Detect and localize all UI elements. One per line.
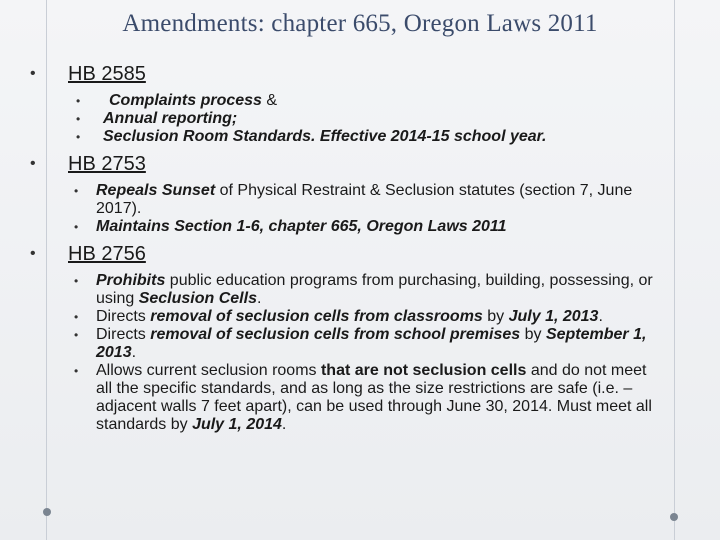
bullet: • <box>74 310 79 324</box>
bullet: • <box>76 94 81 108</box>
bullet: • <box>74 328 79 342</box>
text-run: of Physical Restraint & Seclusion statutes (section 7, June 2017). <box>96 182 633 217</box>
text-run: Complaints process <box>109 92 267 109</box>
text-run: September 1, 2013 <box>96 326 647 361</box>
sub-item <box>30 362 660 434</box>
bill-sub-items <box>30 272 660 434</box>
text-run: Prohibits <box>96 272 166 289</box>
bullet: • <box>30 245 36 262</box>
left-dot-ornament <box>43 508 51 516</box>
text-run: public education programs from purchasing, building, possessing, or using <box>96 272 653 307</box>
sub-item <box>30 128 660 146</box>
bullet: • <box>76 112 81 126</box>
text-run: Directs <box>96 308 151 325</box>
text-run: Seclusion Room Standards. Effective 2014-15 school year. <box>103 128 547 145</box>
bill-sub-items <box>30 182 660 236</box>
text-run: & <box>266 92 278 109</box>
bullet: • <box>30 155 36 172</box>
text-run: . <box>256 290 262 307</box>
sub-item <box>30 218 660 236</box>
sub-item <box>30 272 660 308</box>
bullet: • <box>74 220 79 234</box>
bullet: • <box>74 184 79 198</box>
text-run: Repeals Sunset <box>96 182 216 199</box>
bullet: • <box>30 65 36 82</box>
bill-group-hb2753 <box>30 152 660 236</box>
text-run: July 1, 2013 <box>508 308 599 325</box>
bullet: • <box>74 364 79 378</box>
text-run: Seclusion Cells <box>138 290 257 307</box>
text-run: July 1, 2014 <box>192 416 282 433</box>
right-frame-line <box>674 0 675 540</box>
sub-item <box>30 182 660 218</box>
bill-heading <box>30 152 660 176</box>
text-run: by <box>482 308 509 325</box>
text-run: Directs <box>96 326 151 343</box>
text-run: Allows current seclusion rooms <box>96 362 321 379</box>
bill-sub-items <box>30 92 660 146</box>
text-run: by <box>520 326 546 343</box>
sub-item <box>30 92 660 110</box>
bill-label: HB 2756 <box>68 243 146 265</box>
sub-item <box>30 110 660 128</box>
bill-heading <box>30 242 660 266</box>
bill-heading <box>30 62 660 86</box>
bill-group-hb2756 <box>30 242 660 434</box>
bullet: • <box>74 274 79 288</box>
bill-label: HB 2753 <box>68 153 146 175</box>
slide-title: Amendments: chapter 665, Oregon Laws 2011 <box>122 10 598 37</box>
sub-item <box>30 326 660 362</box>
text-run: . <box>281 416 287 433</box>
bullet: • <box>76 130 81 144</box>
text-run: Annual reporting; <box>103 110 238 127</box>
text-run: removal of seclusion cells from school premises <box>150 326 521 343</box>
text-run: . <box>598 308 603 325</box>
bill-group-hb2585 <box>30 62 660 146</box>
text-run: and do not meet all the specific standards, and as long as the size restrictions are safe (i.e. – adjacent walls 7 feet apart), can be used through June 30, 2014. Must meet all standards by <box>96 362 652 433</box>
right-dot-ornament <box>670 513 678 521</box>
text-run: that are not seclusion cells <box>320 362 527 379</box>
sub-item <box>30 308 660 326</box>
text-run: removal of seclusion cells from classrooms <box>150 308 483 325</box>
text-run: Maintains Section 1-6, chapter 665, Oregon Laws 2011 <box>96 218 507 235</box>
slide-content <box>30 62 660 440</box>
bill-label: HB 2585 <box>68 63 146 85</box>
text-run: . <box>131 344 137 361</box>
